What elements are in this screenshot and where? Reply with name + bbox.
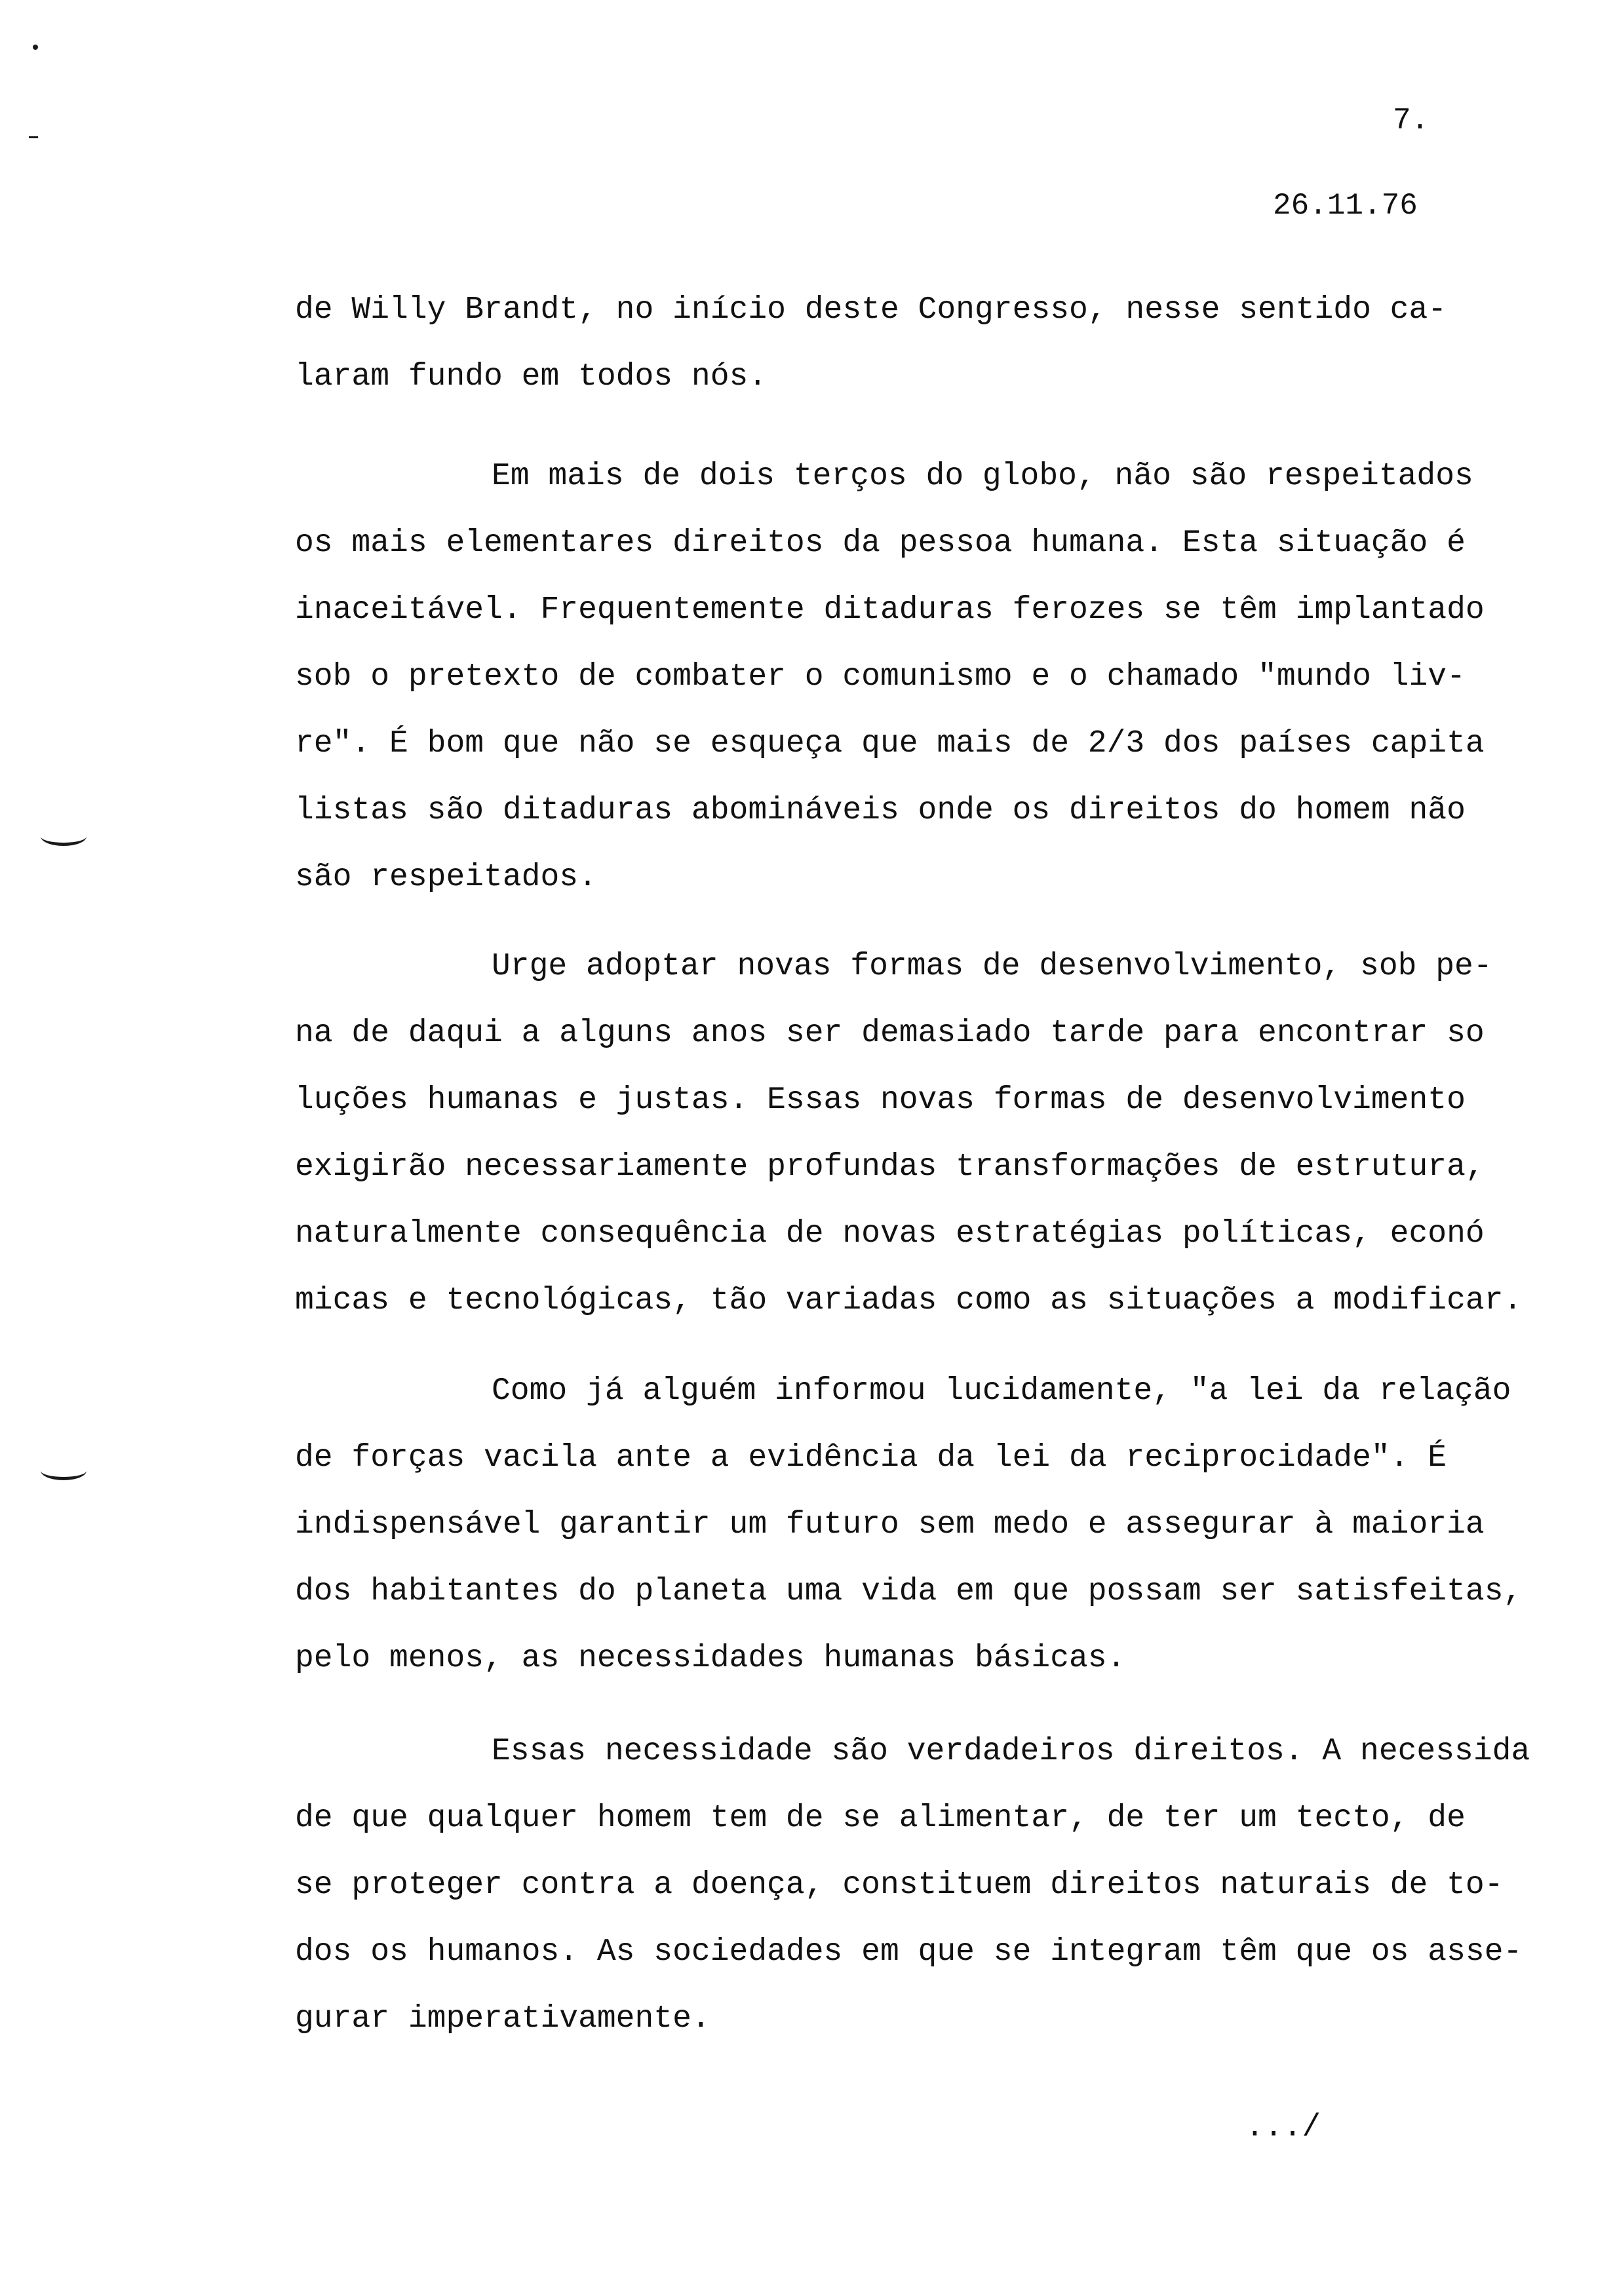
text-line: Essas necessidade são verdadeiros direitos. A necessida: [492, 1734, 1530, 1769]
text-line: são respeitados.: [295, 860, 597, 895]
text-line: de Willy Brandt, no início deste Congresso, nesse sentido ca-: [295, 292, 1447, 328]
text-line: listas são ditaduras abomináveis onde os direitos do homem não: [295, 793, 1466, 828]
text-line: naturalmente consequência de novas estratégias políticas, econó: [295, 1216, 1485, 1252]
text-line: os mais elementares direitos da pessoa humana. Esta situação é: [295, 526, 1466, 561]
paragraph-3: [295, 933, 1573, 1334]
text-line: dos habitantes do planeta uma vida em que possam ser satisfeitas,: [295, 1574, 1523, 1609]
text-line: inaceitável. Frequentemente ditaduras ferozes se têm implantado: [295, 592, 1485, 628]
text-line: se proteger contra a doença, constituem direitos naturais de to-: [295, 1867, 1504, 1903]
text-line: Em mais de dois terços do globo, não são respeitados: [492, 459, 1473, 494]
text-line: dos os humanos. As sociedades em que se integram têm que os asse-: [295, 1934, 1523, 1970]
text-line: laram fundo em todos nós.: [295, 359, 768, 394]
punch-hole-upper: [41, 827, 87, 846]
document-date: 26.11.76: [1273, 189, 1418, 223]
text-line: sob o pretexto de combater o comunismo e o chamado "mundo liv-: [295, 659, 1466, 695]
text-line: Urge adoptar novas formas de desenvolvimento, sob pe-: [492, 949, 1492, 984]
text-line: gurar imperativamente.: [295, 2001, 710, 2037]
text-line: re". É bom que não se esqueça que mais de 2/3 dos países capita: [295, 726, 1485, 761]
page-number: 7.: [1393, 104, 1430, 138]
text-line: de forças vacila ante a evidência da lei da reciprocidade". É: [295, 1440, 1447, 1476]
continuation-mark: .../: [1245, 2110, 1321, 2145]
punch-hole-lower: [41, 1461, 87, 1480]
text-line: Como já alguém informou lucidamente, "a lei da relação: [492, 1373, 1511, 1409]
paragraph-4: [295, 1358, 1573, 1692]
text-line: indispensável garantir um futuro sem medo e assegurar à maioria: [295, 1507, 1485, 1542]
text-line: exigirão necessariamente profundas transformações de estrutura,: [295, 1149, 1485, 1185]
text-line: luções humanas e justas. Essas novas formas de desenvolvimento: [295, 1082, 1466, 1118]
scan-speck: [33, 45, 38, 50]
paragraph-5: [295, 1718, 1573, 2052]
paragraph-2: [295, 443, 1573, 911]
paragraph-1: [295, 277, 1573, 410]
text-line: na de daqui a alguns anos ser demasiado tarde para encontrar so: [295, 1016, 1485, 1051]
scan-dash: [29, 136, 38, 138]
text-line: pelo menos, as necessidades humanas básicas.: [295, 1641, 1126, 1676]
text-line: micas e tecnológicas, tão variadas como as situações a modificar.: [295, 1283, 1523, 1318]
text-line: de que qualquer homem tem de se alimentar, de ter um tecto, de: [295, 1801, 1466, 1836]
